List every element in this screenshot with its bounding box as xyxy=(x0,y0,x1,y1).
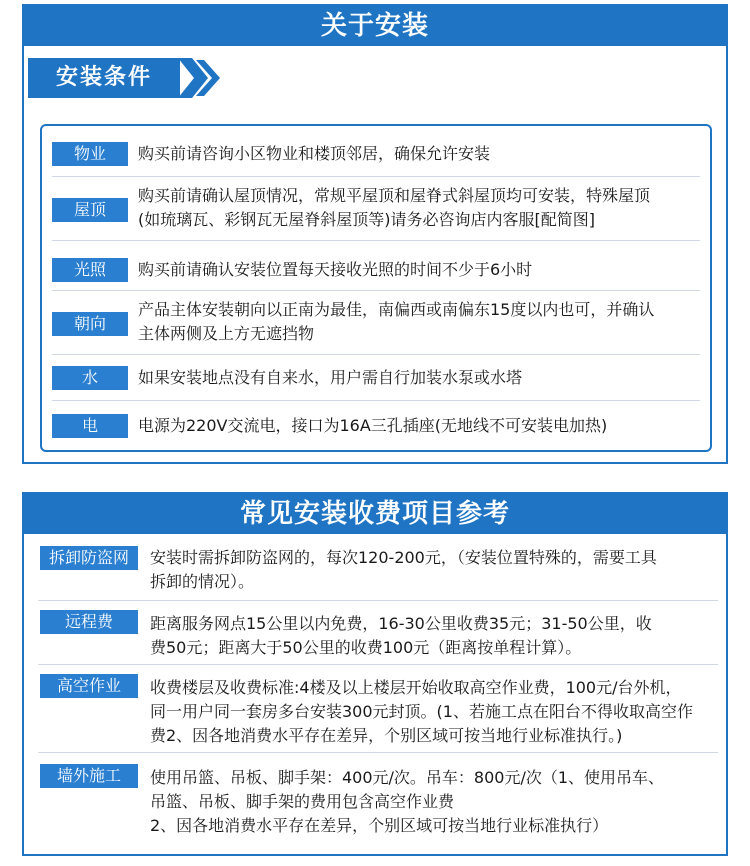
tag-orientation: 朝向 xyxy=(52,312,128,336)
conditions-tab-label: 安装条件 xyxy=(28,58,180,98)
conditions-box xyxy=(40,124,712,452)
tag-sunlight: 光照 xyxy=(52,258,128,282)
desc-distance-fee: 距离服务网点15公里以内免费，16-30公里收费35元；31-50公里，收 费50元；距离大于50公里的收费100元（距离按单程计算）。 xyxy=(150,614,652,657)
double-chevron-icon xyxy=(178,58,238,98)
panel-title: 关于安装 xyxy=(24,6,726,46)
tag-outdoor-work: 墙外施工 xyxy=(40,764,138,788)
divider xyxy=(38,600,718,601)
desc-remove-guard: 安装时需拆卸防盗网的，每次120-200元，（安装位置特殊的，需要工具 拆卸的情况）。 xyxy=(150,548,657,591)
divider xyxy=(38,752,718,753)
installation-panel xyxy=(22,4,728,464)
desc-high-altitude: 收费楼层及收费标准:4楼及以上楼层开始收取高空作业费，100元/台外机， 同一用户同一套房多台安装300元封顶。(1、若施工点在阳台不得收取高空作 费2、因各地消费水平存在差异，个别区域可按当地行业标准执行。) xyxy=(150,678,693,745)
desc-property: 购买前请咨询小区物业和楼顶邻居，确保允许安装 xyxy=(138,144,491,163)
divider xyxy=(52,176,700,177)
tag-water: 水 xyxy=(52,366,128,390)
desc-water: 如果安装地点没有自来水，用户需自行加装水泵或水塔 xyxy=(138,368,523,387)
tag-remove-guard: 拆卸防盗网 xyxy=(40,546,138,570)
divider xyxy=(52,400,700,401)
desc-outdoor-work: 使用吊篮、吊板、脚手架：400元/次。吊车：800元/次（1、使用吊车、 吊篮、吊板、脚手架的费用包含高空作业费 2、因各地消费水平存在差异，个别区域可按当地行业标准执行） xyxy=(150,768,665,835)
divider xyxy=(52,240,700,241)
fees-panel xyxy=(22,492,728,856)
desc-sunlight: 购买前请确认安装位置每天接收光照的时间不少于6小时 xyxy=(138,260,533,279)
tag-property: 物业 xyxy=(52,142,128,166)
divider xyxy=(52,290,700,291)
panel-title: 常见安装收费项目参考 xyxy=(24,494,726,534)
tag-distance-fee: 远程费 xyxy=(40,610,138,634)
tag-roof: 屋顶 xyxy=(52,198,128,222)
divider xyxy=(38,664,718,665)
tag-high-altitude: 高空作业 xyxy=(40,674,138,698)
desc-orientation: 产品主体安装朝向以正南为最佳，南偏西或南偏东15度以内也可，并确认 主体两侧及上方无遮挡物 xyxy=(138,300,655,343)
divider xyxy=(52,354,700,355)
tag-electric: 电 xyxy=(52,414,128,438)
desc-electric: 电源为220V交流电，接口为16A三孔插座(无地线不可安装电加热) xyxy=(138,416,608,435)
conditions-tab xyxy=(28,58,218,98)
desc-roof: 购买前请确认屋顶情况，常规平屋顶和屋脊式斜屋顶均可安装，特殊屋顶 (如琉璃瓦、彩钢瓦无屋脊斜屋顶等)请务必咨询店内客服[配简图] xyxy=(138,186,651,229)
